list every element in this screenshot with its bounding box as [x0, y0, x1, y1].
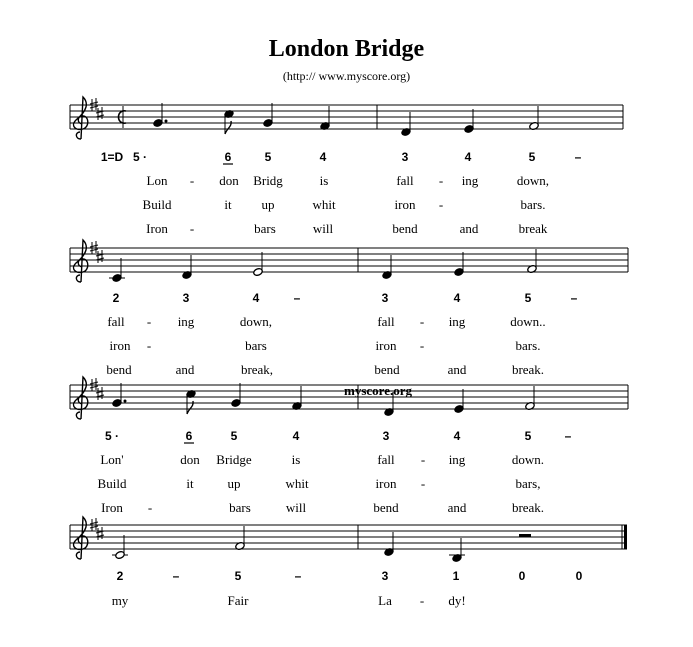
watermark: myscore.org: [344, 383, 412, 398]
lyric-syllable: fall: [377, 452, 395, 467]
lyric-syllable: Bridge: [216, 452, 252, 467]
jianpu-number: –: [293, 291, 301, 305]
lyric-syllable: it: [224, 197, 232, 212]
jianpu-number: 5: [230, 429, 238, 443]
lyric-syllable: -: [420, 452, 426, 467]
jianpu-number: –: [574, 150, 582, 164]
jianpu-number: 5 ·: [132, 150, 148, 164]
lyric-syllable: -: [146, 314, 152, 329]
lyric-syllable: bars,: [515, 476, 541, 491]
jianpu-number: –: [564, 429, 572, 443]
lyric-syllable: don: [180, 452, 200, 467]
lyric-syllable: and: [459, 221, 479, 236]
lyric-syllable: -: [419, 338, 425, 353]
lyric-syllable: -: [147, 500, 153, 515]
lyric-syllable: ing: [448, 314, 466, 329]
lyric-syllable: bend: [106, 362, 132, 377]
lyric-syllable: ing: [461, 173, 479, 188]
lyric-syllable: -: [420, 476, 426, 491]
jianpu-number: 3: [401, 150, 409, 164]
lyric-syllable: Lon: [146, 173, 168, 188]
lyric-syllable: up: [261, 197, 275, 212]
lyric-syllable: iron: [375, 476, 397, 491]
lyric-syllable: dy!: [448, 593, 466, 608]
jianpu-number: 4: [252, 291, 260, 305]
lyric-syllable: fall: [396, 173, 414, 188]
jianpu-number: 6: [185, 429, 193, 443]
lyric-syllable: -: [189, 221, 195, 236]
half-rest-icon: [519, 534, 531, 537]
jianpu-number: 5 ·: [104, 429, 120, 443]
lyric-syllable: -: [419, 593, 425, 608]
sharp-icon: [96, 107, 104, 120]
lyric-syllable: bars.: [515, 338, 541, 353]
jianpu-number: –: [172, 569, 180, 583]
jianpu-number: 3: [182, 291, 190, 305]
sharp-icon: [96, 250, 104, 263]
lyric-syllable: will: [285, 500, 307, 515]
jianpu-number: –: [570, 291, 578, 305]
lyric-syllable: break.: [511, 500, 545, 515]
jianpu-number: 4: [464, 150, 472, 164]
treble-clef-icon: [74, 97, 88, 139]
jianpu-number: 5: [528, 150, 536, 164]
lyric-syllable: Lon': [100, 452, 124, 467]
lyric-syllable: iron: [109, 338, 131, 353]
lyric-syllable: don: [219, 173, 239, 188]
treble-clef-icon: [74, 517, 88, 559]
lyric-syllable: fall: [377, 314, 395, 329]
lyric-syllable: break,: [240, 362, 274, 377]
lyric-syllable: ing: [177, 314, 195, 329]
jianpu-number: 3: [382, 429, 390, 443]
lyric-syllable: Fair: [227, 593, 249, 608]
lyric-syllable: -: [438, 173, 444, 188]
treble-clef-icon: [74, 240, 88, 282]
lyric-syllable: my: [111, 593, 129, 608]
page-subtitle: (http:// www.myscore.org): [282, 69, 411, 83]
lyric-syllable: down,: [516, 173, 550, 188]
lyric-syllable: fall: [107, 314, 125, 329]
lyric-syllable: down.: [511, 452, 545, 467]
lyric-syllable: La: [378, 593, 392, 608]
lyric-syllable: Build: [97, 476, 127, 491]
jianpu-number: 4: [453, 291, 461, 305]
lyric-syllable: break: [518, 221, 548, 236]
lyric-syllable: -: [189, 173, 195, 188]
treble-clef-icon: [74, 377, 88, 419]
augmentation-dot: [165, 120, 168, 123]
jianpu-number: 2: [116, 569, 124, 583]
lyric-syllable: bend: [392, 221, 418, 236]
jianpu-number: 3: [381, 569, 389, 583]
jianpu-number: –: [294, 569, 302, 583]
lyric-syllable: up: [227, 476, 241, 491]
lyric-syllable: bend: [374, 362, 400, 377]
lyric-syllable: Bridg: [253, 173, 283, 188]
lyric-syllable: bars: [245, 338, 267, 353]
sharp-icon: [96, 387, 104, 400]
lyric-syllable: -: [146, 338, 152, 353]
lyric-syllable: iron: [394, 197, 416, 212]
sharp-icon: [96, 527, 104, 540]
key-label: 1=D: [100, 150, 124, 164]
lyric-syllable: break.: [511, 362, 545, 377]
jianpu-number: 5: [524, 291, 532, 305]
jianpu-number: 0: [518, 569, 526, 583]
jianpu-number: 4: [453, 429, 461, 443]
lyric-syllable: and: [175, 362, 195, 377]
lyric-syllable: Iron: [146, 221, 168, 236]
lyric-syllable: down,: [239, 314, 273, 329]
jianpu-number: 1: [452, 569, 460, 583]
jianpu-number: 3: [381, 291, 389, 305]
lyric-syllable: bend: [373, 500, 399, 515]
lyric-syllable: Iron: [101, 500, 123, 515]
lyric-syllable: and: [447, 362, 467, 377]
lyric-syllable: bars: [229, 500, 251, 515]
lyric-syllable: whit: [285, 476, 309, 491]
lyric-syllable: and: [447, 500, 467, 515]
lyric-syllable: is: [319, 173, 329, 188]
lyric-syllable: Build: [142, 197, 172, 212]
final-barline-thick: [624, 525, 627, 549]
page-title: London Bridge: [268, 36, 425, 62]
lyric-syllable: is: [291, 452, 301, 467]
lyric-syllable: -: [419, 314, 425, 329]
lyric-syllable: bars: [254, 221, 276, 236]
lyric-syllable: bars.: [520, 197, 546, 212]
lyric-syllable: down..: [510, 314, 546, 329]
lyric-syllable: ing: [448, 452, 466, 467]
jianpu-number: 5: [264, 150, 272, 164]
jianpu-number: 5: [524, 429, 532, 443]
jianpu-number: 4: [292, 429, 300, 443]
lyric-syllable: whit: [312, 197, 336, 212]
jianpu-number: 0: [575, 569, 583, 583]
lyric-syllable: iron: [375, 338, 397, 353]
jianpu-number: 6: [224, 150, 232, 164]
lyric-syllable: will: [312, 221, 334, 236]
augmentation-dot: [124, 400, 127, 403]
jianpu-number: 5: [234, 569, 242, 583]
jianpu-number: 2: [112, 291, 120, 305]
lyric-syllable: it: [186, 476, 194, 491]
jianpu-number: 4: [319, 150, 327, 164]
lyric-syllable: -: [438, 197, 444, 212]
